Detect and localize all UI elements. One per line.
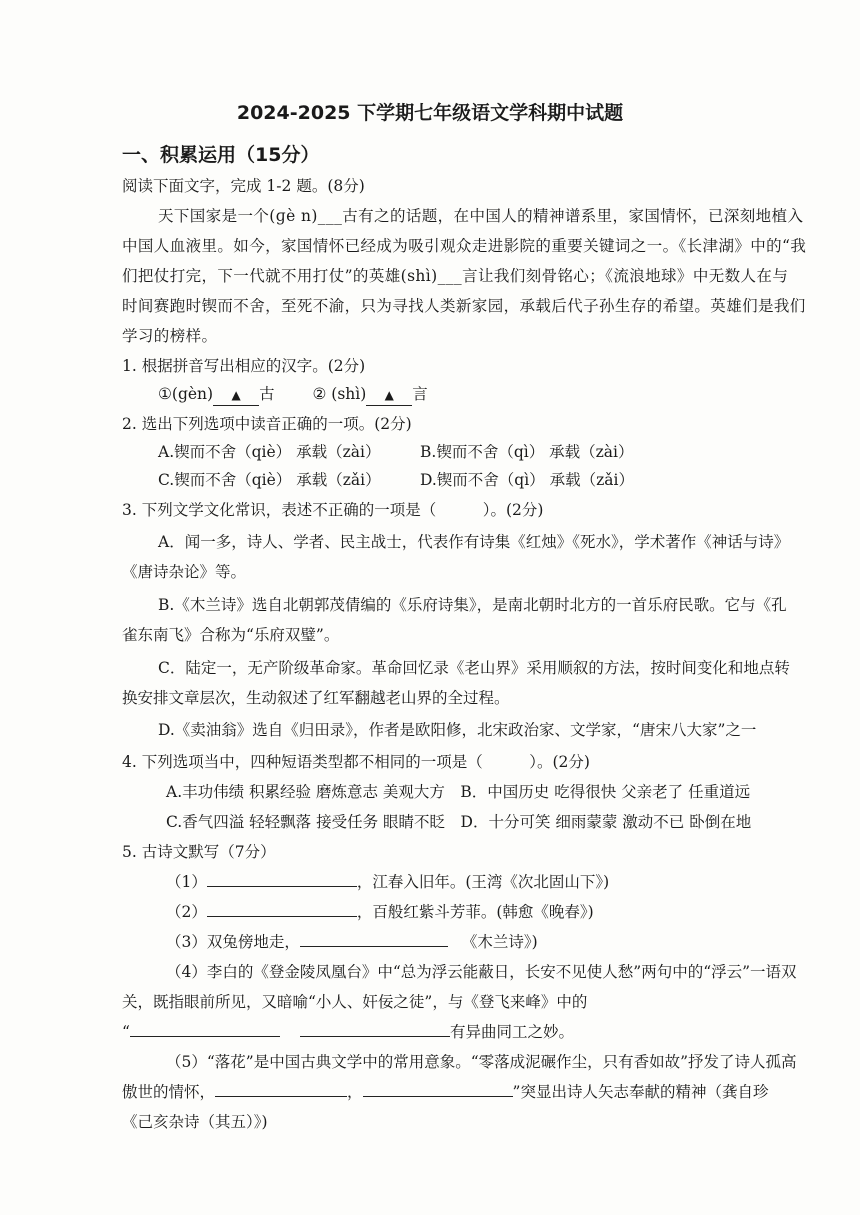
q5-5-answer-blank-1[interactable]: [215, 1082, 347, 1097]
section-heading: 一、积累运用（15分）: [122, 144, 320, 166]
q3-option-b-cont: 雀东南飞》合称为“乐府双璧”。: [122, 626, 340, 644]
q5-line-2: [166, 902, 860, 922]
passage-line: 中国人血液里。如今，家国情怀已经成为吸引观众走进影院的重要关键词之一。《长津湖》中的“我: [122, 237, 807, 255]
question-1-stem: 1. 根据拼音写出相应的汉字。(2分): [122, 357, 366, 375]
q5-4-quote: “: [122, 1023, 130, 1041]
q5-5-source: 《己亥杂诗（其五）》): [122, 1113, 268, 1131]
q5-5-start: 傲世的情怀，: [122, 1083, 216, 1101]
q1a-suffix: 古: [259, 385, 275, 403]
q2-option-d: D.锲而不舍（qì） 承载（zǎi）: [420, 471, 634, 489]
q3-option-b: B.《木兰诗》选自北朝郭茂倩编的《乐府诗集》，是南北朝时北方的一首乐府民歌。它与《孔: [158, 596, 787, 614]
page-title: 2024-2025 下学期七年级语文学科期中试题: [236, 102, 624, 124]
reading-intro: 阅读下面文字，完成 1-2 题。(8分): [122, 177, 365, 195]
q2-option-c: C.锲而不舍（qiè） 承载（zǎi）: [158, 471, 381, 489]
q5-3-text: （3）双兔傍地走，: [166, 933, 300, 951]
q1b-answer-blank[interactable]: ▲: [366, 385, 412, 406]
q5-5-text: （5）“落花”是中国古典文学中的常用意象。“零落成泥碾作尘，只有香如故”抒发了诗人孤高: [166, 1053, 797, 1071]
passage-line: 时间赛跑时锲而不舍，至死不渝，只为寻找人类新家园，承载后代子孙生存的希望。英雄们是我们: [122, 297, 806, 315]
passage-line: 学习的榜样。: [122, 327, 218, 345]
q3-option-d: D.《卖油翁》选自《归田录》，作者是欧阳修，北宋政治家、文学家，“唐宋八大家”之一: [158, 721, 757, 739]
q4-options-row: A.丰功伟绩 积累经验 磨炼意志 美观大方 B．中国历史 吃得很快 父亲老了 任重道远: [166, 783, 751, 801]
q5-1-answer-blank[interactable]: [207, 872, 357, 887]
q5-4-end: 有异曲同工之妙。: [449, 1023, 574, 1041]
q5-4-answer-blank-1[interactable]: [130, 1022, 280, 1037]
q5-5-answer-blank-2[interactable]: [363, 1082, 513, 1097]
q5-4-answer-blank-2[interactable]: [300, 1022, 450, 1037]
question-1-answers: [158, 384, 860, 406]
q1b-label: ② (shì): [312, 385, 367, 403]
question-3-stem: 3. 下列文学文化常识，表述不正确的一项是（ ）。(2分): [122, 501, 544, 519]
q5-2-answer-blank[interactable]: [207, 902, 357, 917]
q3-option-a: A．闻一多，诗人、学者、民主战士，代表作有诗集《红烛》《死水》，学术著作《神话与诗》: [158, 533, 790, 551]
q5-line-5-answer: [122, 1082, 834, 1102]
question-2-stem: 2. 选出下列选项中读音正确的一项。(2分): [122, 415, 412, 433]
q5-line-4-answer: [122, 1022, 834, 1042]
q2-option-b: B.锲而不舍（qì） 承载（zài）: [420, 443, 634, 461]
q5-line-3: [166, 932, 860, 952]
q3-option-c-cont: 换安排文章层次，生动叙述了红军翻越老山界的全过程。: [122, 689, 510, 707]
question-4-stem: 4. 下列选项当中，四种短语类型都不相同的一项是（ ）。(2分): [122, 753, 590, 771]
q5-5-end: ”突显出诗人矢志奉献的精神（龚自珍: [512, 1083, 769, 1101]
q5-3-source: 《木兰诗》): [461, 933, 538, 951]
q1a-label: ①(gèn): [158, 385, 214, 403]
q1a-answer-blank[interactable]: ▲: [213, 385, 259, 406]
q4-options-row: C.香气四溢 轻轻飘落 接受任务 眼睛不眨 D．十分可笑 细雨蒙蒙 激动不已 卧倒在地: [166, 813, 752, 831]
q5-2-number: （2）: [166, 903, 207, 921]
question-2-row: [158, 442, 860, 462]
q5-4-text-cont: 关，既指眼前所见，又暗喻“小人、奸佞之徒”，与《登飞来峰》中的: [122, 993, 588, 1011]
q1b-suffix: 言: [412, 385, 428, 403]
q5-3-answer-blank[interactable]: [300, 932, 448, 947]
q5-line-1: [166, 872, 860, 892]
passage-line: 们把仗打完，下一代就不用打仗”的英雄(shì)___言让我们刻骨铭心；《流浪地球》中无数人在与: [122, 267, 789, 285]
q3-option-c: C．陆定一，无产阶级革命家。革命回忆录《老山界》采用顺叙的方法，按时间变化和地点转: [158, 659, 790, 677]
q5-1-text: ，江春入旧年。(王湾《次北固山下》): [356, 873, 610, 891]
q5-5-comma: ，: [347, 1083, 363, 1101]
q5-1-number: （1）: [166, 873, 207, 891]
q2-option-a: A.锲而不舍（qiè） 承载（zài）: [158, 443, 381, 461]
q3-option-a-cont: 《唐诗杂论》等。: [122, 563, 247, 581]
q5-2-text: ，百般红紫斗芳菲。(韩愈《晚春》): [356, 903, 594, 921]
passage-line: 天下国家是一个(ɡè n)___古有之的话题，在中国人的精神谱系里，家国情怀，已深刻地植入: [158, 207, 804, 225]
question-5-stem: 5. 古诗文默写（7分）: [122, 843, 276, 861]
q5-4-text: （4）李白的《登金陵凤凰台》中“总为浮云能蔽日，长安不见使人愁”两句中的“浮云”一语双: [166, 963, 797, 981]
question-2-row: [158, 470, 860, 490]
